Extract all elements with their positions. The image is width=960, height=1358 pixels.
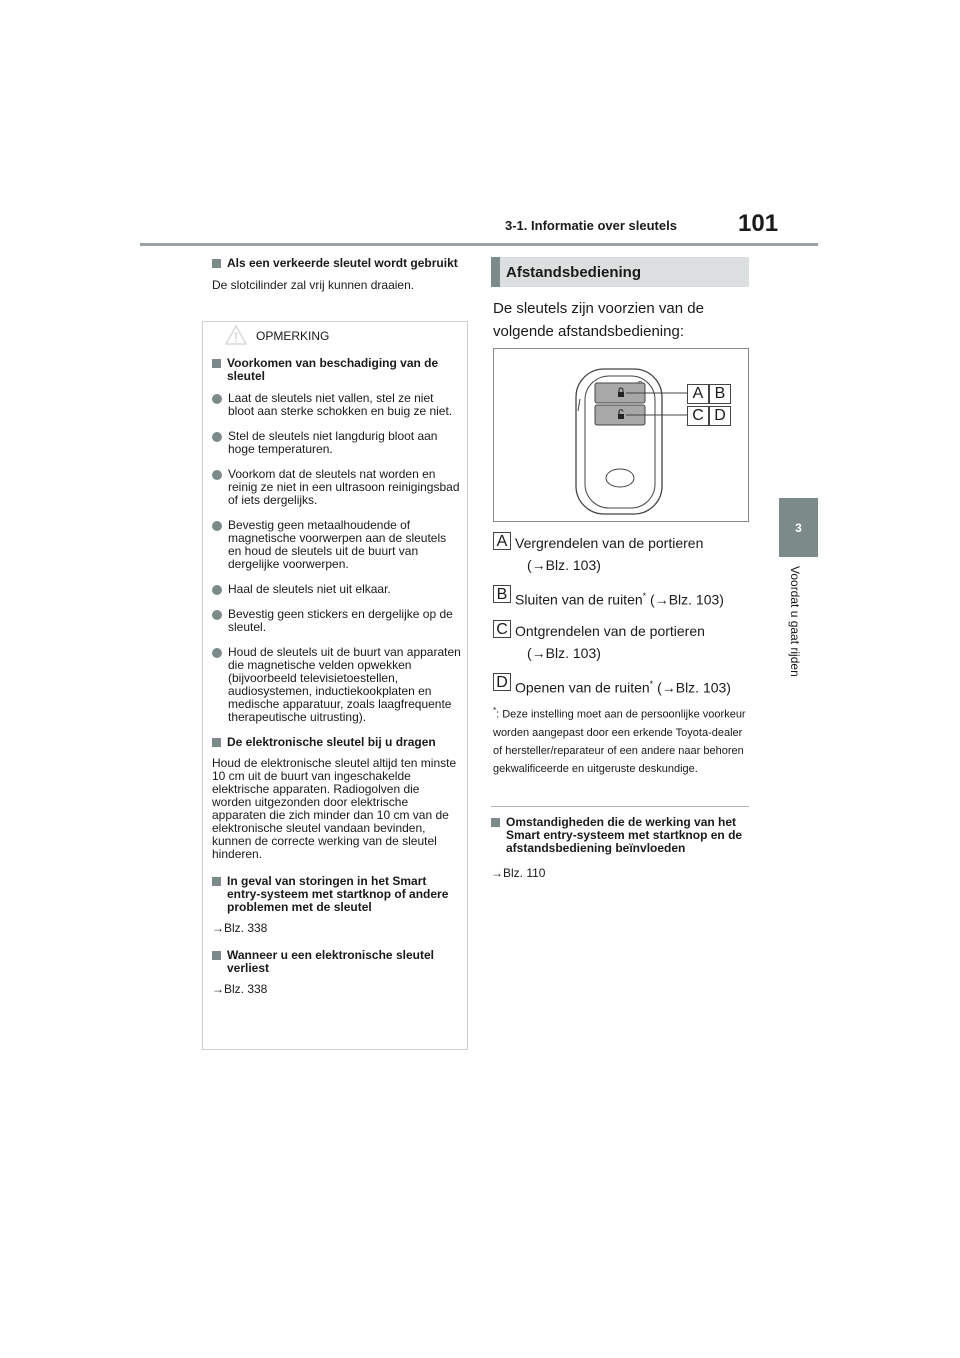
- key-fob-illustration: [494, 349, 748, 521]
- influence-heading: Omstandigheden die de werking van het Smart entry-systeem met startknop en de afstandsbediening beïnvloeden: [491, 816, 749, 855]
- footnote: [493, 702, 753, 778]
- figure-label: B: [709, 384, 731, 404]
- function-list: [493, 532, 753, 698]
- carry-text: Houd de elektronische sleutel altijd ten minste 10 cm uit de buurt van ingeschakelde elektrische apparaten. Radiogolven die worden uitgezonden door elektrische apparaten die zich minder dan 10 cm van de elektronische sleutel vandaan bevinden, kunnen de correcte werking van de sleutel hinderen.: [212, 756, 457, 861]
- dot-bullet-icon: [212, 648, 222, 658]
- footnote-mark: *: [493, 706, 497, 715]
- list-item: Houd de sleutels uit de buurt van apparaten die magnetische velden opwekken (bijvoorbeeld televisietoestellen, audiosystemen, inductiekookplaten en medische apparatuur, zoals laagfrequente therapeutische uitrusting).: [212, 646, 462, 724]
- wrong-key-text: De slotcilinder zal vrij kunnen draaien.: [212, 278, 415, 292]
- square-bullet-icon: [212, 877, 221, 886]
- wrong-key-heading: Als een verkeerde sleutel wordt gebruikt: [212, 257, 462, 270]
- section-divider: [491, 806, 749, 807]
- chapter-title: Voordat u gaat rijden: [788, 566, 802, 677]
- square-bullet-icon: [212, 738, 221, 747]
- square-bullet-icon: [212, 951, 221, 960]
- list-item: [493, 532, 753, 576]
- figure-label: D: [709, 406, 731, 426]
- header-divider: [140, 243, 818, 246]
- heading-accent-bar: [491, 257, 500, 287]
- square-bullet-icon: [212, 359, 221, 368]
- influence-block: [491, 816, 749, 880]
- item-ref[interactable]: (→Blz. 103): [657, 679, 731, 696]
- section-title: 3-1. Informatie over sleutels: [505, 218, 677, 233]
- key-fob-figure: [493, 348, 749, 522]
- carry-heading: De elektronische sleutel bij u dragen: [212, 736, 462, 749]
- chapter-number: 3: [795, 520, 802, 535]
- item-text: Sluiten van de ruiten: [515, 591, 643, 608]
- list-item: [493, 673, 753, 699]
- wrong-key-block: [212, 257, 462, 292]
- influence-ref[interactable]: →Blz. 110: [491, 866, 546, 880]
- item-text: Openen van de ruiten: [515, 679, 650, 696]
- item-letter: C: [493, 620, 511, 638]
- list-item: Bevestig geen stickers en dergelijke op de sleutel.: [212, 608, 462, 634]
- footnote-marker: *: [649, 678, 654, 689]
- item-ref[interactable]: (→Blz. 103): [527, 557, 601, 573]
- chapter-tab[interactable]: [779, 498, 818, 557]
- footnote-marker: *: [642, 591, 647, 601]
- figure-label: A: [687, 384, 709, 404]
- item-ref[interactable]: (→Blz. 103): [527, 644, 601, 661]
- section-heading: Afstandsbediening: [491, 257, 749, 287]
- list-item: Laat de sleutels niet vallen, stel ze niet bloot aan sterke schokken en buig ze niet.: [212, 392, 462, 418]
- list-item: Bevestig geen metaalhoudende of magnetische voorwerpen aan de sleutels en houd de sleutels uit de buurt van dergelijke voorwerpen.: [212, 519, 462, 571]
- dot-bullet-icon: [212, 470, 222, 480]
- dot-bullet-icon: [212, 394, 222, 404]
- dot-bullet-icon: [212, 432, 222, 442]
- damage-heading: Voorkomen van beschadiging van de sleutel: [212, 357, 462, 383]
- note-content: [212, 357, 462, 996]
- square-bullet-icon: [491, 818, 500, 827]
- dot-bullet-icon: [212, 521, 222, 531]
- lost-key-heading: Wanneer u een elektronische sleutel verliest: [212, 949, 462, 975]
- malfunction-heading: In geval van storingen in het Smart entry-systeem met startknop of andere problemen met de sleutel: [212, 875, 462, 914]
- note-title: OPMERKING: [256, 329, 330, 343]
- page-number: 101: [738, 210, 779, 237]
- warning-triangle-icon: [225, 325, 247, 345]
- item-text: Vergrendelen van de portieren: [515, 535, 704, 551]
- item-letter: A: [493, 532, 511, 550]
- item-text: Ontgrendelen van de portieren: [515, 622, 705, 639]
- square-bullet-icon: [212, 259, 221, 268]
- figure-label: C: [687, 406, 709, 426]
- item-letter: D: [493, 673, 511, 691]
- list-item: Haal de sleutels niet uit elkaar.: [212, 583, 462, 596]
- item-letter: B: [493, 585, 511, 603]
- footnote-text: : Deze instelling moet aan de persoonlijke voorkeur worden aangepast door een erkende Toyota-dealer of hersteller/reparateur of een andere naar behoren gekwalificeerde en uitgeruste deskundige.: [493, 708, 746, 775]
- item-ref[interactable]: (→Blz. 103): [650, 591, 724, 608]
- list-item: [493, 585, 753, 611]
- lost-key-ref[interactable]: →Blz. 338: [212, 982, 268, 996]
- list-item: Voorkom dat de sleutels nat worden en reinig ze niet in een ultrasoon reinigingsbad of iets dergelijks.: [212, 468, 462, 507]
- dot-bullet-icon: [212, 585, 222, 595]
- dot-bullet-icon: [212, 610, 222, 620]
- intro-text: De sleutels zijn voorzien van de volgende afstandsbediening:: [493, 300, 704, 340]
- list-item: [493, 620, 753, 664]
- list-item: Stel de sleutels niet langdurig bloot aan hoge temperaturen.: [212, 430, 462, 456]
- malfunction-ref[interactable]: →Blz. 338: [212, 921, 268, 935]
